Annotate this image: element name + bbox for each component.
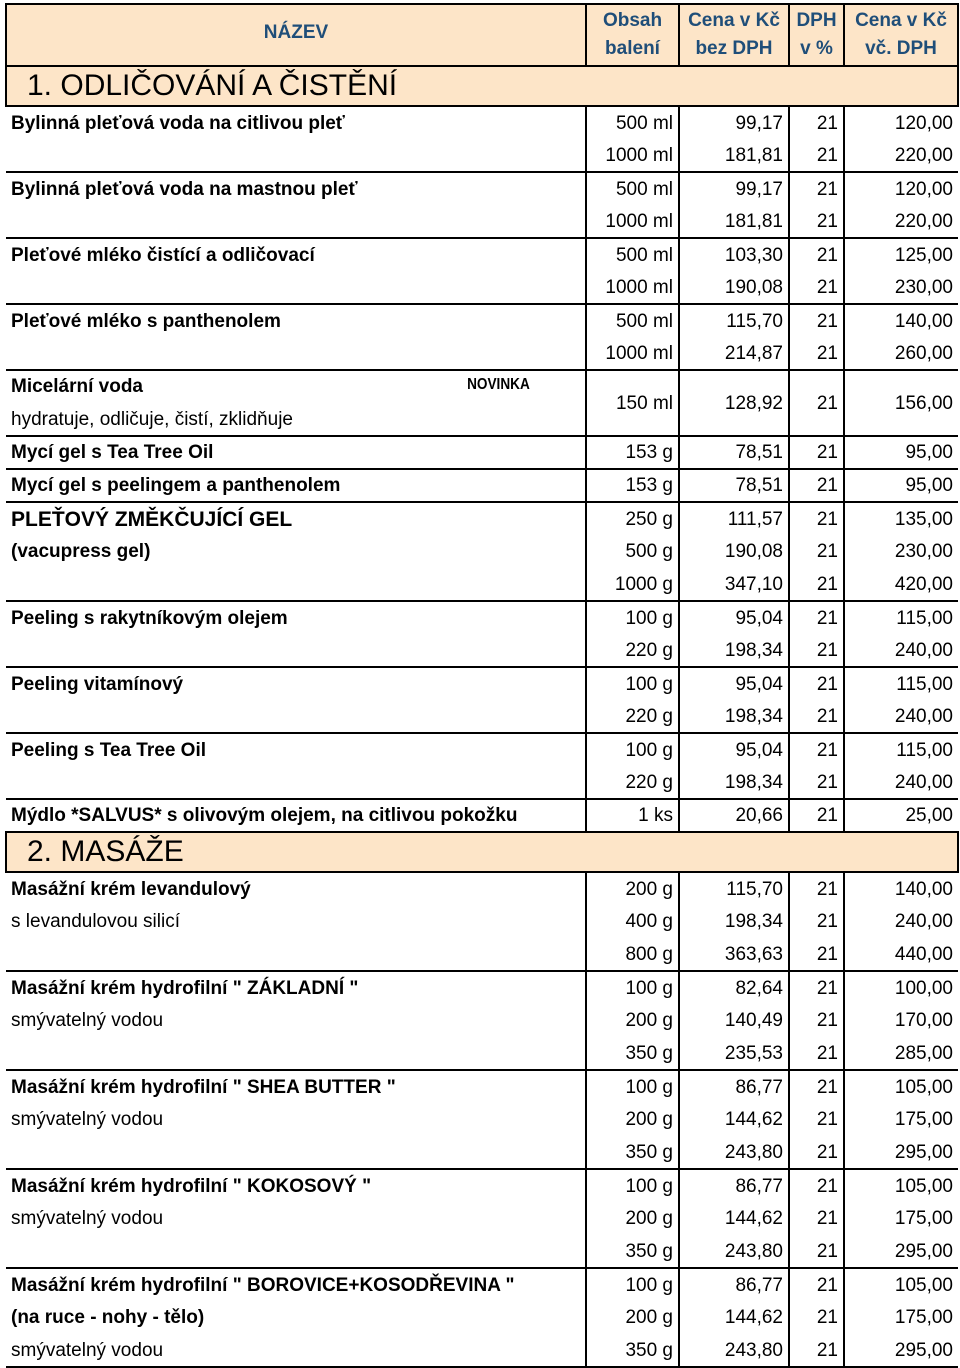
price-with-vat: 115,00 <box>844 667 958 700</box>
product-name-cell <box>6 139 586 172</box>
product-note: (na ruce - nohy - tělo) <box>11 1307 205 1328</box>
vat-rate: 21 <box>789 106 844 139</box>
product-name-cell <box>6 1334 586 1367</box>
package-size: 153 g <box>586 469 679 502</box>
price-without-vat: 20,66 <box>679 799 789 832</box>
vat-rate: 21 <box>789 1202 844 1235</box>
package-size: 400 g <box>586 905 679 938</box>
price-with-vat: 240,00 <box>894 705 953 727</box>
price-without-vat: 95,04 <box>679 667 789 700</box>
product-name-cell <box>6 667 586 700</box>
product-row <box>6 106 958 139</box>
vat-rate: 21 <box>789 667 844 700</box>
price-with-vat: 260,00 <box>894 342 953 364</box>
product-row <box>6 1334 958 1367</box>
product-name-cell <box>6 172 586 205</box>
vat-rate: 21 <box>789 205 844 238</box>
price-with-vat: 25,00 <box>844 799 958 832</box>
package-size: 500 ml <box>586 172 679 205</box>
package-size: 220 g <box>586 766 679 799</box>
package-size: 220 g <box>586 634 679 667</box>
price-with-vat: 295,00 <box>894 1141 953 1163</box>
product-row <box>6 502 958 535</box>
package-size: 500 g <box>586 535 679 568</box>
product-name-cell <box>6 1037 586 1070</box>
product-row <box>6 1169 958 1202</box>
vat-rate: 21 <box>789 938 844 971</box>
product-name-cell <box>6 238 586 271</box>
package-size: 200 g <box>586 1004 679 1037</box>
vat-rate: 21 <box>789 872 844 905</box>
product-row <box>6 905 958 938</box>
price-without-vat: 78,51 <box>679 469 789 502</box>
price-with-vat: 440,00 <box>894 943 953 965</box>
price-with-vat: 295,00 <box>894 1240 953 1262</box>
vat-rate: 21 <box>789 172 844 205</box>
product-name-cell <box>6 370 586 436</box>
price-with-vat: 135,00 <box>844 502 958 535</box>
package-size: 350 g <box>586 1037 679 1070</box>
price-list-table <box>5 3 959 1368</box>
product-name: Bylinná pleťová voda na mastnou pleť <box>11 178 358 200</box>
price-without-vat: 181,81 <box>679 205 789 238</box>
price-with-vat: 285,00 <box>894 1042 953 1064</box>
product-name: Mýdlo *SALVUS* s olivovým olejem, na citlivou pokožku <box>11 805 518 826</box>
price-with-vat: 95,00 <box>844 469 958 502</box>
price-without-vat: 235,53 <box>679 1037 789 1070</box>
package-size: 1000 ml <box>586 205 679 238</box>
product-row <box>6 436 958 469</box>
price-with-vat: 220,00 <box>894 144 953 166</box>
product-note: smývatelný vodou <box>11 1339 164 1361</box>
product-row <box>6 1004 958 1037</box>
vat-rate: 21 <box>789 139 844 172</box>
product-name-cell <box>6 568 586 601</box>
price-with-vat: 95,00 <box>844 436 958 469</box>
product-name-cell <box>6 971 586 1004</box>
product-row <box>6 238 958 271</box>
package-size: 100 g <box>586 601 679 634</box>
package-size: 500 ml <box>586 238 679 271</box>
price-without-vat: 198,34 <box>679 766 789 799</box>
price-with-vat: 125,00 <box>844 238 958 271</box>
vat-rate: 21 <box>789 304 844 337</box>
vat-rate: 21 <box>789 1037 844 1070</box>
section-title: 2. MASÁŽE <box>6 832 958 872</box>
product-row <box>6 304 958 337</box>
product-name-cell <box>6 304 586 337</box>
product-name-cell <box>6 1268 586 1301</box>
price-with-vat: 140,00 <box>844 872 958 905</box>
package-size: 153 g <box>586 436 679 469</box>
product-name-cell <box>6 938 586 971</box>
header-qty: Obsah balení <box>586 4 679 66</box>
product-row <box>6 469 958 502</box>
vat-rate: 21 <box>789 436 844 469</box>
product-row <box>6 1070 958 1103</box>
product-name: Mycí gel s peelingem a panthenolem <box>11 475 341 496</box>
product-name: Pleťové mléko s panthenolem <box>11 310 281 332</box>
price-with-vat: 156,00 <box>844 370 958 436</box>
price-without-vat: 144,62 <box>679 1301 789 1334</box>
product-name-cell <box>6 601 586 634</box>
product-row <box>6 872 958 905</box>
product-row <box>6 601 958 634</box>
price-without-vat: 78,51 <box>679 436 789 469</box>
product-name-cell <box>6 766 586 799</box>
package-size: 100 g <box>586 733 679 766</box>
section-header-row <box>6 66 958 106</box>
price-without-vat: 82,64 <box>679 971 789 1004</box>
product-note: smývatelný vodou <box>11 1109 164 1130</box>
product-row <box>6 1136 958 1169</box>
vat-rate: 21 <box>789 1334 844 1367</box>
product-name-cell <box>6 436 586 469</box>
product-row <box>6 766 958 799</box>
price-without-vat: 115,70 <box>679 872 789 905</box>
vat-rate: 21 <box>789 601 844 634</box>
product-row <box>6 1103 958 1136</box>
package-size: 150 ml <box>586 370 679 436</box>
product-name-cell <box>6 469 586 502</box>
package-size: 100 g <box>586 1070 679 1103</box>
vat-rate: 21 <box>789 1070 844 1103</box>
price-without-vat: 198,34 <box>679 634 789 667</box>
price-without-vat: 243,80 <box>679 1136 789 1169</box>
product-row <box>6 337 958 370</box>
product-row <box>6 1268 958 1301</box>
product-row <box>6 205 958 238</box>
price-without-vat: 243,80 <box>679 1334 789 1367</box>
product-row <box>6 971 958 1004</box>
package-size: 350 g <box>586 1235 679 1268</box>
product-name-cell <box>6 1235 586 1268</box>
price-with-vat: 170,00 <box>894 1010 953 1031</box>
price-without-vat: 86,77 <box>679 1169 789 1202</box>
vat-rate: 21 <box>789 469 844 502</box>
price-with-vat: 175,00 <box>894 1109 953 1130</box>
package-size: 1000 ml <box>586 337 679 370</box>
product-note: smývatelný vodou <box>11 1010 164 1031</box>
package-size: 100 g <box>586 971 679 1004</box>
package-size: 1000 g <box>586 568 679 601</box>
package-size: 1000 ml <box>586 139 679 172</box>
product-name-cell <box>6 535 586 568</box>
header-price: Cena v Kč bez DPH <box>679 4 789 66</box>
product-name-cell <box>6 1004 586 1037</box>
product-name-cell <box>6 872 586 905</box>
header-vat: DPH v % <box>789 4 844 66</box>
product-row <box>6 1235 958 1268</box>
price-without-vat: 243,80 <box>679 1235 789 1268</box>
package-size: 200 g <box>586 1202 679 1235</box>
price-without-vat: 95,04 <box>679 601 789 634</box>
product-name: Masážní krém hydrofilní " KOKOSOVÝ " <box>11 1175 372 1197</box>
header-name: NÁZEV <box>6 4 586 66</box>
vat-rate: 21 <box>789 1004 844 1037</box>
section-header-row <box>6 832 958 872</box>
price-with-vat: 140,00 <box>844 304 958 337</box>
price-with-vat: 105,00 <box>844 1268 958 1301</box>
package-size: 100 g <box>586 1169 679 1202</box>
product-name: Masážní krém hydrofilní " ZÁKLADNÍ " <box>11 977 359 999</box>
product-name: Peeling vitamínový <box>11 673 184 695</box>
product-name: Masážní krém hydrofilní " SHEA BUTTER " <box>11 1076 396 1098</box>
vat-rate: 21 <box>789 799 844 832</box>
vat-rate: 21 <box>789 370 844 436</box>
product-name-cell <box>6 1070 586 1103</box>
product-name: Masážní krém levandulový <box>11 878 251 900</box>
vat-rate: 21 <box>789 271 844 304</box>
price-with-vat: 115,00 <box>844 733 958 766</box>
product-note: smývatelný vodou <box>11 1208 164 1229</box>
product-name-cell <box>6 799 586 832</box>
product-row <box>6 139 958 172</box>
package-size: 100 g <box>586 1268 679 1301</box>
vat-rate: 21 <box>789 1301 844 1334</box>
price-without-vat: 347,10 <box>679 568 789 601</box>
product-row <box>6 799 958 832</box>
package-size: 250 g <box>586 502 679 535</box>
vat-rate: 21 <box>789 971 844 1004</box>
package-size: 1 ks <box>586 799 679 832</box>
product-name: Mycí gel s Tea Tree Oil <box>11 442 214 463</box>
product-name-cell <box>6 1169 586 1202</box>
package-size: 350 g <box>586 1334 679 1367</box>
price-without-vat: 144,62 <box>679 1202 789 1235</box>
vat-rate: 21 <box>789 905 844 938</box>
product-row <box>6 1037 958 1070</box>
product-name-cell <box>6 205 586 238</box>
price-with-vat: 220,00 <box>894 210 953 232</box>
package-size: 350 g <box>586 1136 679 1169</box>
novinka-badge: NOVINKA <box>467 376 530 393</box>
price-with-vat: 105,00 <box>844 1070 958 1103</box>
price-without-vat: 99,17 <box>679 172 789 205</box>
price-without-vat: 140,49 <box>679 1004 789 1037</box>
product-name-cell <box>6 106 586 139</box>
price-without-vat: 99,17 <box>679 106 789 139</box>
price-with-vat: 295,00 <box>844 1334 958 1367</box>
product-name: Masážní krém hydrofilní " BOROVICE+KOSODŘEVINA " <box>11 1274 515 1296</box>
product-name-cell <box>6 502 586 535</box>
price-with-vat: 105,00 <box>844 1169 958 1202</box>
price-without-vat: 198,34 <box>679 700 789 733</box>
vat-rate: 21 <box>789 502 844 535</box>
vat-rate: 21 <box>789 1136 844 1169</box>
product-row <box>6 535 958 568</box>
price-without-vat: 198,34 <box>679 905 789 938</box>
price-with-vat: 240,00 <box>894 639 953 661</box>
product-row <box>6 271 958 304</box>
product-name-cell <box>6 905 586 938</box>
product-name-cell <box>6 700 586 733</box>
product-note: s levandulovou silicí <box>11 911 180 932</box>
vat-rate: 21 <box>789 238 844 271</box>
package-size: 200 g <box>586 1301 679 1334</box>
vat-rate: 21 <box>789 568 844 601</box>
package-size: 100 g <box>586 667 679 700</box>
product-row <box>6 1202 958 1235</box>
price-without-vat: 190,08 <box>679 271 789 304</box>
price-with-vat: 100,00 <box>844 971 958 1004</box>
product-subtitle: hydratuje, odličuje, čistí, zklidňuje <box>11 409 293 430</box>
product-row <box>6 700 958 733</box>
product-row <box>6 634 958 667</box>
product-row <box>6 938 958 971</box>
package-size: 200 g <box>586 872 679 905</box>
product-name: Micelární voda <box>11 376 143 397</box>
product-name: Peeling s rakytníkovým olejem <box>11 607 288 629</box>
price-without-vat: 181,81 <box>679 139 789 172</box>
price-with-vat: 175,00 <box>894 1307 953 1328</box>
product-row <box>6 1301 958 1334</box>
product-row <box>6 568 958 601</box>
price-with-vat: 240,00 <box>894 771 953 793</box>
price-with-vat: 115,00 <box>844 601 958 634</box>
product-name: Pleťové mléko čistící a odličovací <box>11 244 315 266</box>
product-row <box>6 172 958 205</box>
price-without-vat: 190,08 <box>679 535 789 568</box>
product-row <box>6 667 958 700</box>
price-without-vat: 128,92 <box>679 370 789 436</box>
vat-rate: 21 <box>789 634 844 667</box>
vat-rate: 21 <box>789 766 844 799</box>
price-without-vat: 214,87 <box>679 337 789 370</box>
price-with-vat: 175,00 <box>894 1208 953 1229</box>
product-name-cell <box>6 733 586 766</box>
vat-rate: 21 <box>789 1103 844 1136</box>
section-title: 1. ODLIČOVÁNÍ A ČISTĚNÍ <box>6 66 958 106</box>
product-name-cell <box>6 1103 586 1136</box>
package-size: 1000 ml <box>586 271 679 304</box>
product-row <box>6 733 958 766</box>
price-with-vat: 120,00 <box>844 106 958 139</box>
price-without-vat: 86,77 <box>679 1268 789 1301</box>
price-with-vat: 240,00 <box>894 911 953 932</box>
price-with-vat: 420,00 <box>894 573 953 595</box>
vat-rate: 21 <box>789 1268 844 1301</box>
product-name-cell <box>6 271 586 304</box>
product-name-cell <box>6 337 586 370</box>
product-name-cell <box>6 634 586 667</box>
price-with-vat: 120,00 <box>844 172 958 205</box>
vat-rate: 21 <box>789 337 844 370</box>
product-name-cell <box>6 1202 586 1235</box>
package-size: 800 g <box>586 938 679 971</box>
product-name-cell <box>6 1136 586 1169</box>
product-name: PLEŤOVÝ ZMĚKČUJÍCÍ GEL <box>11 507 293 531</box>
price-without-vat: 363,63 <box>679 938 789 971</box>
price-without-vat: 111,57 <box>679 502 789 535</box>
product-name-cell <box>6 1301 586 1334</box>
package-size: 500 ml <box>586 304 679 337</box>
product-name: Peeling s Tea Tree Oil <box>11 739 207 761</box>
price-without-vat: 86,77 <box>679 1070 789 1103</box>
price-with-vat: 230,00 <box>894 541 953 562</box>
product-name: Bylinná pleťová voda na citlivou pleť <box>11 112 345 134</box>
price-without-vat: 95,04 <box>679 733 789 766</box>
header-row <box>6 4 958 66</box>
vat-rate: 21 <box>789 535 844 568</box>
price-with-vat: 230,00 <box>894 276 953 298</box>
vat-rate: 21 <box>789 700 844 733</box>
product-note: (vacupress gel) <box>11 541 151 562</box>
vat-rate: 21 <box>789 1235 844 1268</box>
product-row <box>6 370 958 436</box>
vat-rate: 21 <box>789 1169 844 1202</box>
price-without-vat: 115,70 <box>679 304 789 337</box>
price-without-vat: 103,30 <box>679 238 789 271</box>
price-without-vat: 144,62 <box>679 1103 789 1136</box>
package-size: 500 ml <box>586 106 679 139</box>
package-size: 220 g <box>586 700 679 733</box>
package-size: 200 g <box>586 1103 679 1136</box>
header-final: Cena v Kč vč. DPH <box>844 4 958 66</box>
vat-rate: 21 <box>789 733 844 766</box>
